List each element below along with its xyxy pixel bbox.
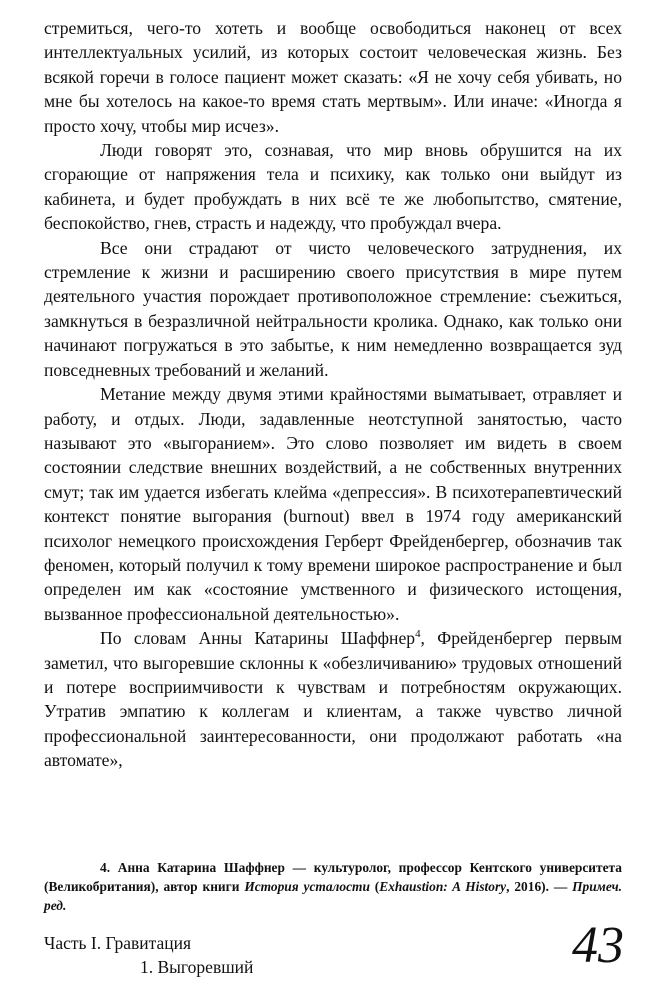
footnote-tail: , 2016). — [506,879,573,894]
paragraph-3: Все они страдают от чисто человеческого затруднения, их стремление к жизни и расширению своего присутствия в мире путем деятельного участия порождает противоположное стремление: съежиться, замкнуться в безразличной нейтральности кролика. Однако, как только они начинают погружаться в это забытье, к ним немедленно возвращается зуд повседневных требований и желаний. [44,237,622,380]
page-number: 43 [572,917,624,974]
paragraph-5-end: , Фрейденбергер первым заметил, что выгоревшие склонны к «обезличиванию» трудовых отношений и потере восприимчивости к чувствам и потребностям окружающих. Утратив эмпатию к коллегам и клиентам, а также чувство личной профессиональной заинтересованности, они продолжают работать «на автомате», [44,628,622,771]
paragraph-2: Люди говорят это, сознавая, что мир вновь обрушится на их сгорающие от напряжения тела и психику, как только они выйдут из кабинета, и будет пробуждать в них всё те же любопытство, смятение, беспокойство, гнев, страсть и надежду, что пробуждал вчера. [44,140,622,234]
running-head-part: Часть I. Гравитация [44,933,192,953]
footnote-book-title: История усталости [244,879,370,894]
footnote-mid: ( [369,879,380,894]
paragraph-5 [44,626,622,772]
running-head-chapter: 1. Выгоревший [140,957,254,977]
footnote [44,858,622,915]
paragraph-1: стремиться, чего-то хотеть и вообще освободиться наконец от всех интеллектуальных усилий, из которых состоит человеческая жизнь. Без всякой горечи в голосе пациент может сказать: «Я не хочу себя убивать, но мне бы хотелось на какое-то время стать мертвым». Или иначе: «Иногда я просто хочу, чтобы мир исчез». [44,18,622,136]
paragraph-4: Метание между двумя этими крайностями выматывает, отравляет и работу, и отдых. Люди, задавленные неотступной занятостью, часто называют это «выгоранием». Это слово позволяет им видеть в своем состоянии следствие внешних воздействий, а не собственных внутренних смут; так им удается избегать клейма «депрессия». В психотерапевтический контекст понятие выгорания (burnout) ввел в 1974 году американский психолог немецкого происхождения Герберт Фрейденбергер, обозначив так феномен, который получил к тому времени широкое распространение и был определен им как «состояние умственного и физического истощения, вызванное профессиональной деятельностью». [44,384,622,624]
footnote-lead: 4. Анна Катарина Шаффнер — культуролог, профессор Кентского университета (Великобритания), автор книги [44,860,622,894]
footnote-text [44,858,622,915]
footnote-original-title: Exhaustion: A History [379,879,507,894]
main-text [44,16,622,773]
footnote-reference: 4 [415,628,421,641]
paragraph-5-start: По словам Анны Катарины Шаффнер [100,628,416,649]
footnote-editor-note: Примеч. ред. [44,879,622,913]
